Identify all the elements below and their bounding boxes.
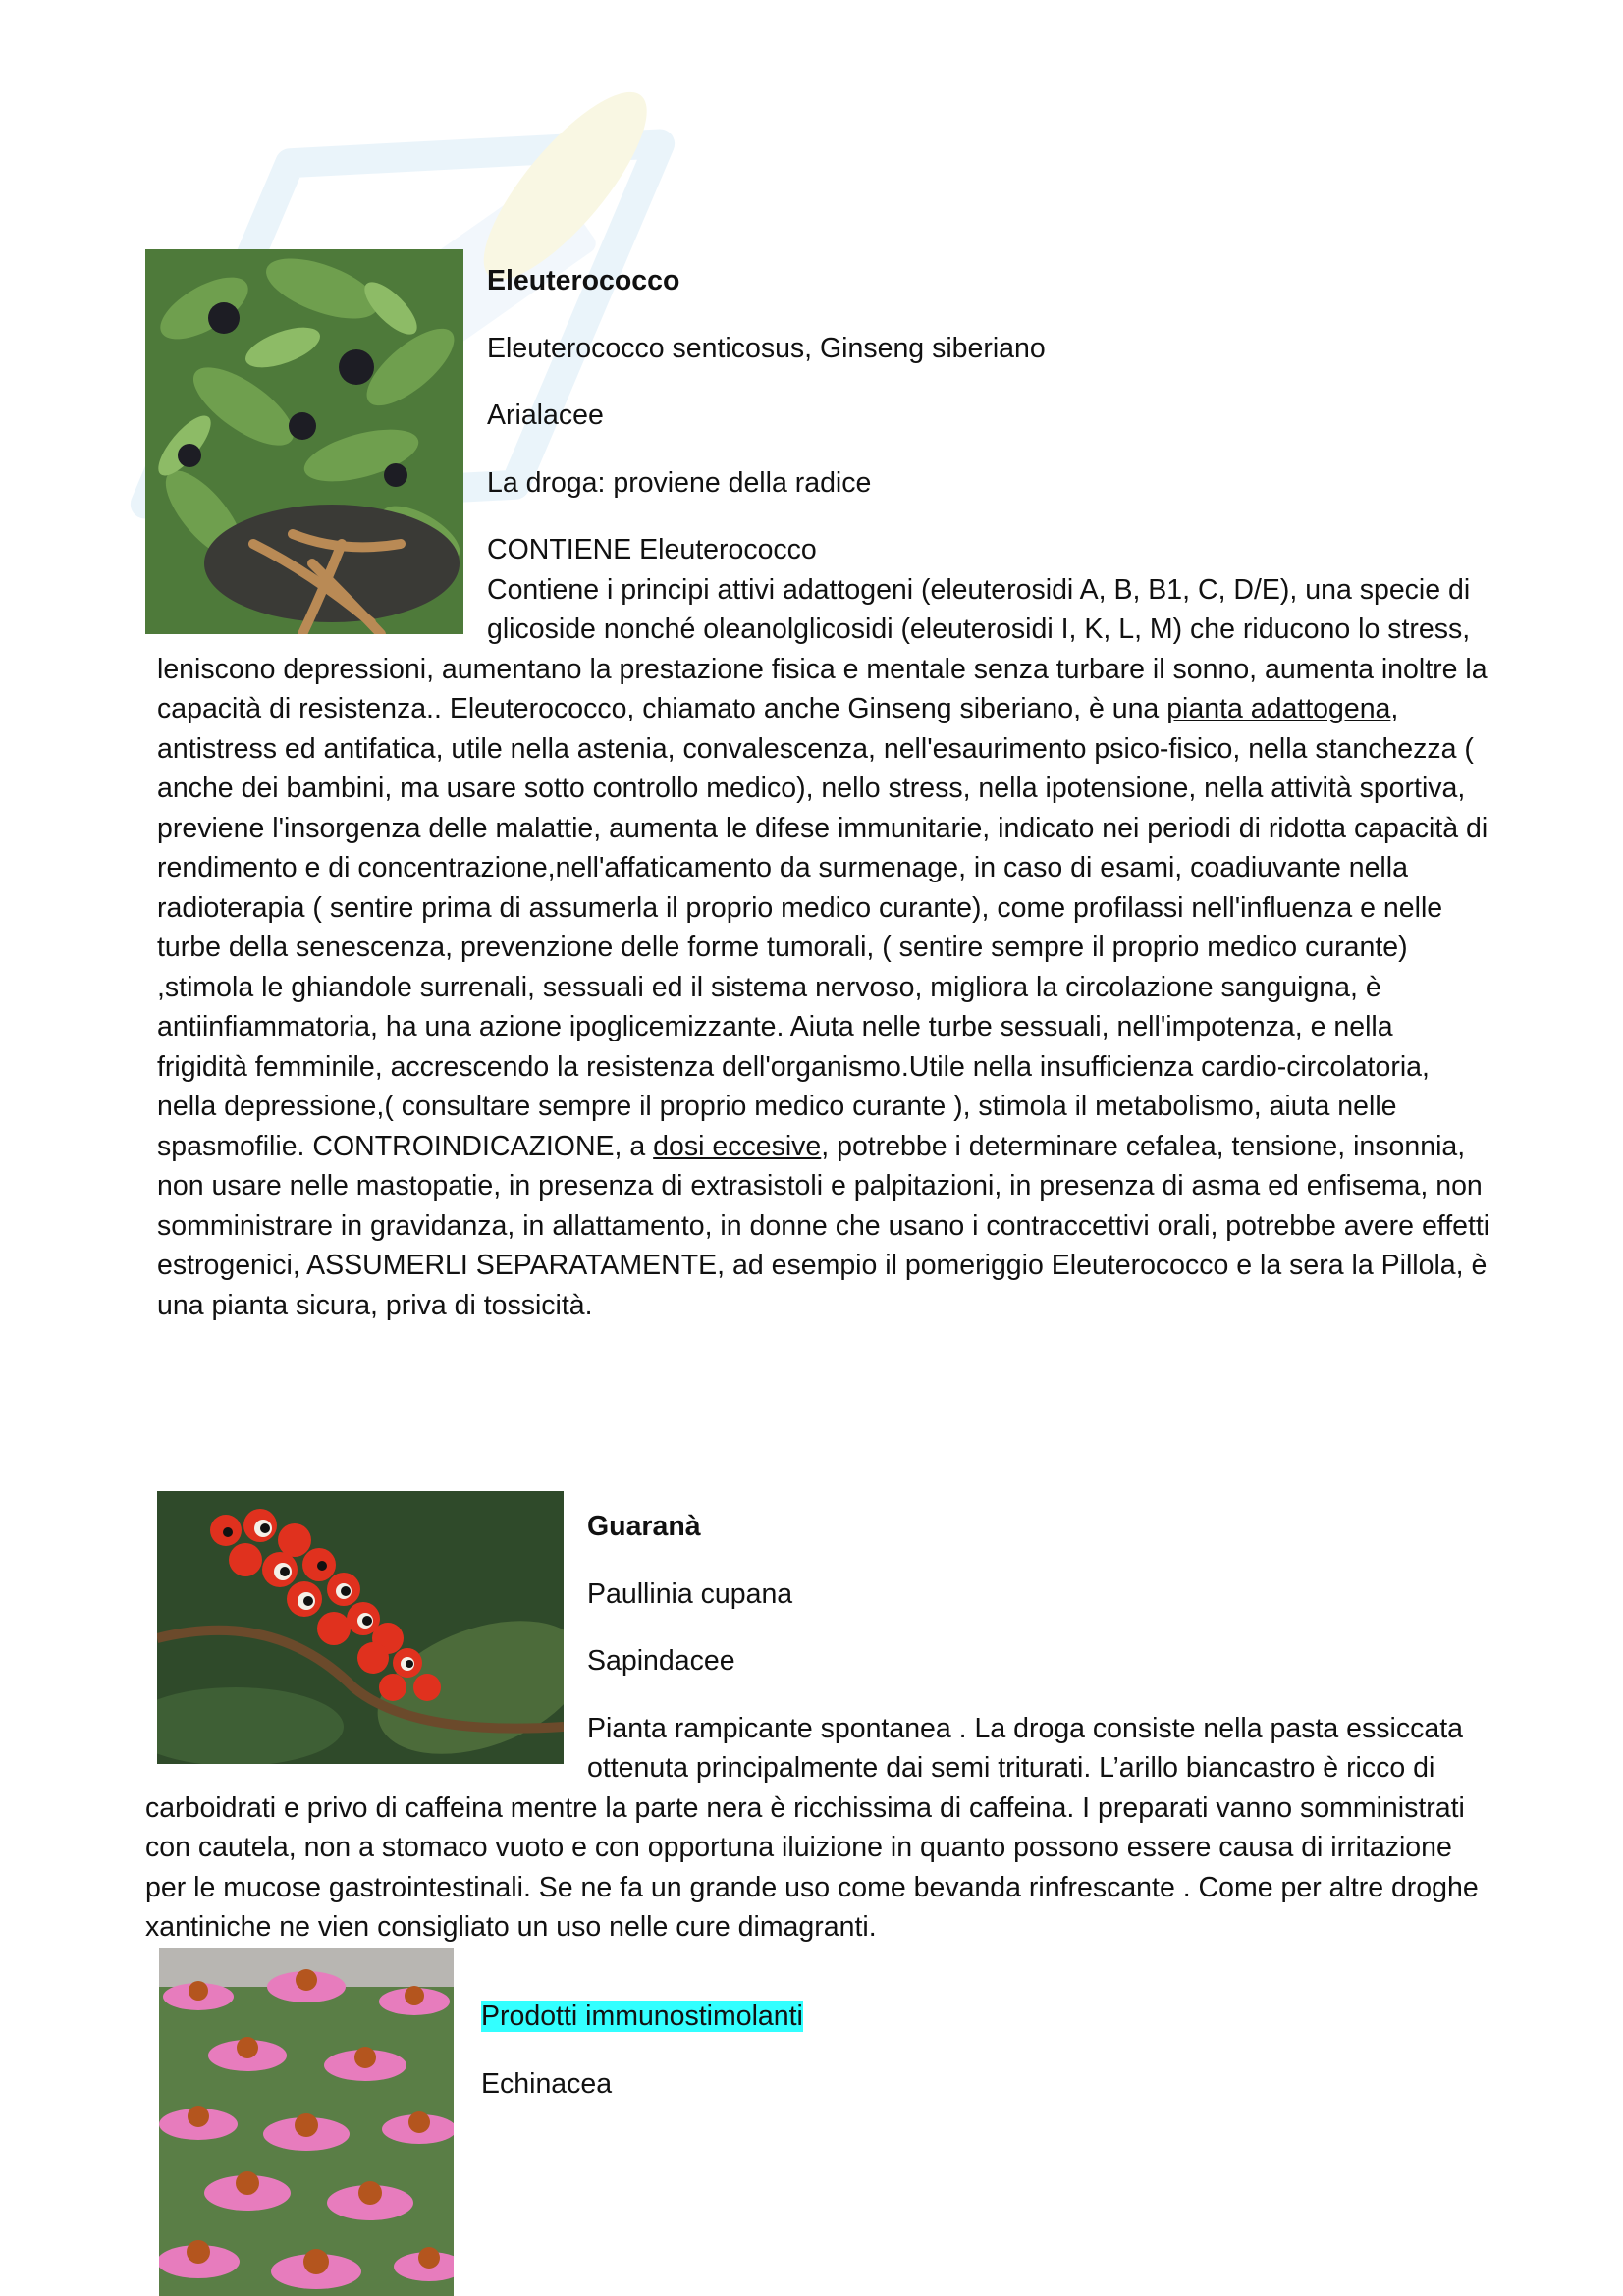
eleuterococco-body-part3: , potrebbe i determinare cefalea, tensione, insonnia, non usare nelle mastopatie, in presenza di extrasistoli e palpitazioni, in presenza di asma ed enfisema, non somministrare in gravidanza, in allattamento, in donne che usano i contraccettivi orali, potrebbe avere effetti estrogenici, ASSUMERLI SEPARATAMENTE, ad esempio il pomeriggio Eleuterococco e la sera la Pillola, è una pianta sicura, priva di tossicità. <box>157 1130 1490 1321</box>
section-echinacea <box>159 1948 1490 2296</box>
eleuterococco-contains: CONTIENE Eleuterococco <box>487 534 817 565</box>
guarana-title: Guaranà <box>587 1511 701 1542</box>
link-dosi-eccesive[interactable]: dosi eccesive <box>653 1130 822 1162</box>
eleuterococco-image <box>145 249 463 634</box>
echinacea-image <box>159 1948 454 2296</box>
immunostimolanti-heading: Prodotti immunostimolanti <box>481 2001 803 2032</box>
eleuterococco-drug: La droga: proviene della radice <box>487 466 872 499</box>
eleuterococco-species: Eleuterococco senticosus, Ginseng siberiano <box>487 332 1046 364</box>
eleuterococco-body <box>157 570 1490 1326</box>
eleuterococco-body-part2: , antistress ed antifatica, utile nella astenia, convalescenza, nell'esaurimento psico-fisico, nella stanchezza ( anche dei bambini, ma usare sotto controllo medico), nello stress, nella ipotensione, nella attività sportiva, previene l'insorgenza delle malattie, aumenta le difese immunitarie, indicato nei periodi di ridotta capacità di rendimento e di concentrazione,nell'affaticamento da surmenage, in caso di esami, coadiuvante nella radioterapia ( sentire prima di assumerla il proprio medico curante), come profilassi nell'influenza e nelle turbe della senescenza, prevenzione delle forme tumorali, ( sentire sempre il proprio medico curante) ,stimola le ghiandole surrenali, sessuali ed il sistema nervoso, migliora la circolazione sanguigna, è antiinfiammatoria, ha una azione ipoglicemizzante. Aiuta nelle turbe sessuali, nell'impotenza, e nella frigidità femminile, accrescendo la resistenza dell'organismo.Utile nella insufficienza cardio-circolatoria, nella depressione,( consultare sempre il proprio medico curante ), stimola il metabolismo, aiuta nelle spasmofilie. CONTROINDICAZIONE, a <box>157 693 1488 1162</box>
echinacea-name: Echinacea <box>481 2067 613 2100</box>
eleuterococco-title: Eleuterococco <box>487 265 680 296</box>
eleuterococco-body-part1: Contiene i principi attivi adattogeni (eleuterosidi A, B, B1, C, D/E), una specie di glicoside nonché oleanolglicosidi (eleuterosidi I, K, L, M) che riducono lo stress, leniscono depressioni, aumentano la prestazione fisica e mentale senza turbare il sonno, aumenta inoltre la capacità di resistenza.. Eleuterococco, chiamato anche Ginseng siberiano, è una <box>157 573 1488 724</box>
section-guarana <box>145 1491 1490 1948</box>
guarana-species: Paullinia cupana <box>587 1577 793 1610</box>
link-pianta-adattogena[interactable]: pianta adattogena <box>1166 693 1391 724</box>
guarana-family: Sapindacee <box>587 1645 735 1677</box>
guarana-image <box>157 1491 564 1764</box>
guarana-body: Pianta rampicante spontanea . La droga consiste nella pasta essiccata ottenuta principalmente dai semi triturati. L’arillo biancastro è ricco di carboidrati e privo di caffeina mentre la parte nera è ricchissima di caffeina. I preparati vanno somministrati con cautela, non a stomaco vuoto e con opportuna iluizione in quanto possono essere causa di irritazione per le mucose gastrointestinali. Se ne fa un grande uso come bevanda rinfrescante . Come per altre droghe xantiniche ne vien consigliato un uso nelle cure dimagranti. <box>145 1712 1479 1943</box>
eleuterococco-family: Arialacee <box>487 400 604 431</box>
section-eleuterococco <box>145 247 1490 1325</box>
